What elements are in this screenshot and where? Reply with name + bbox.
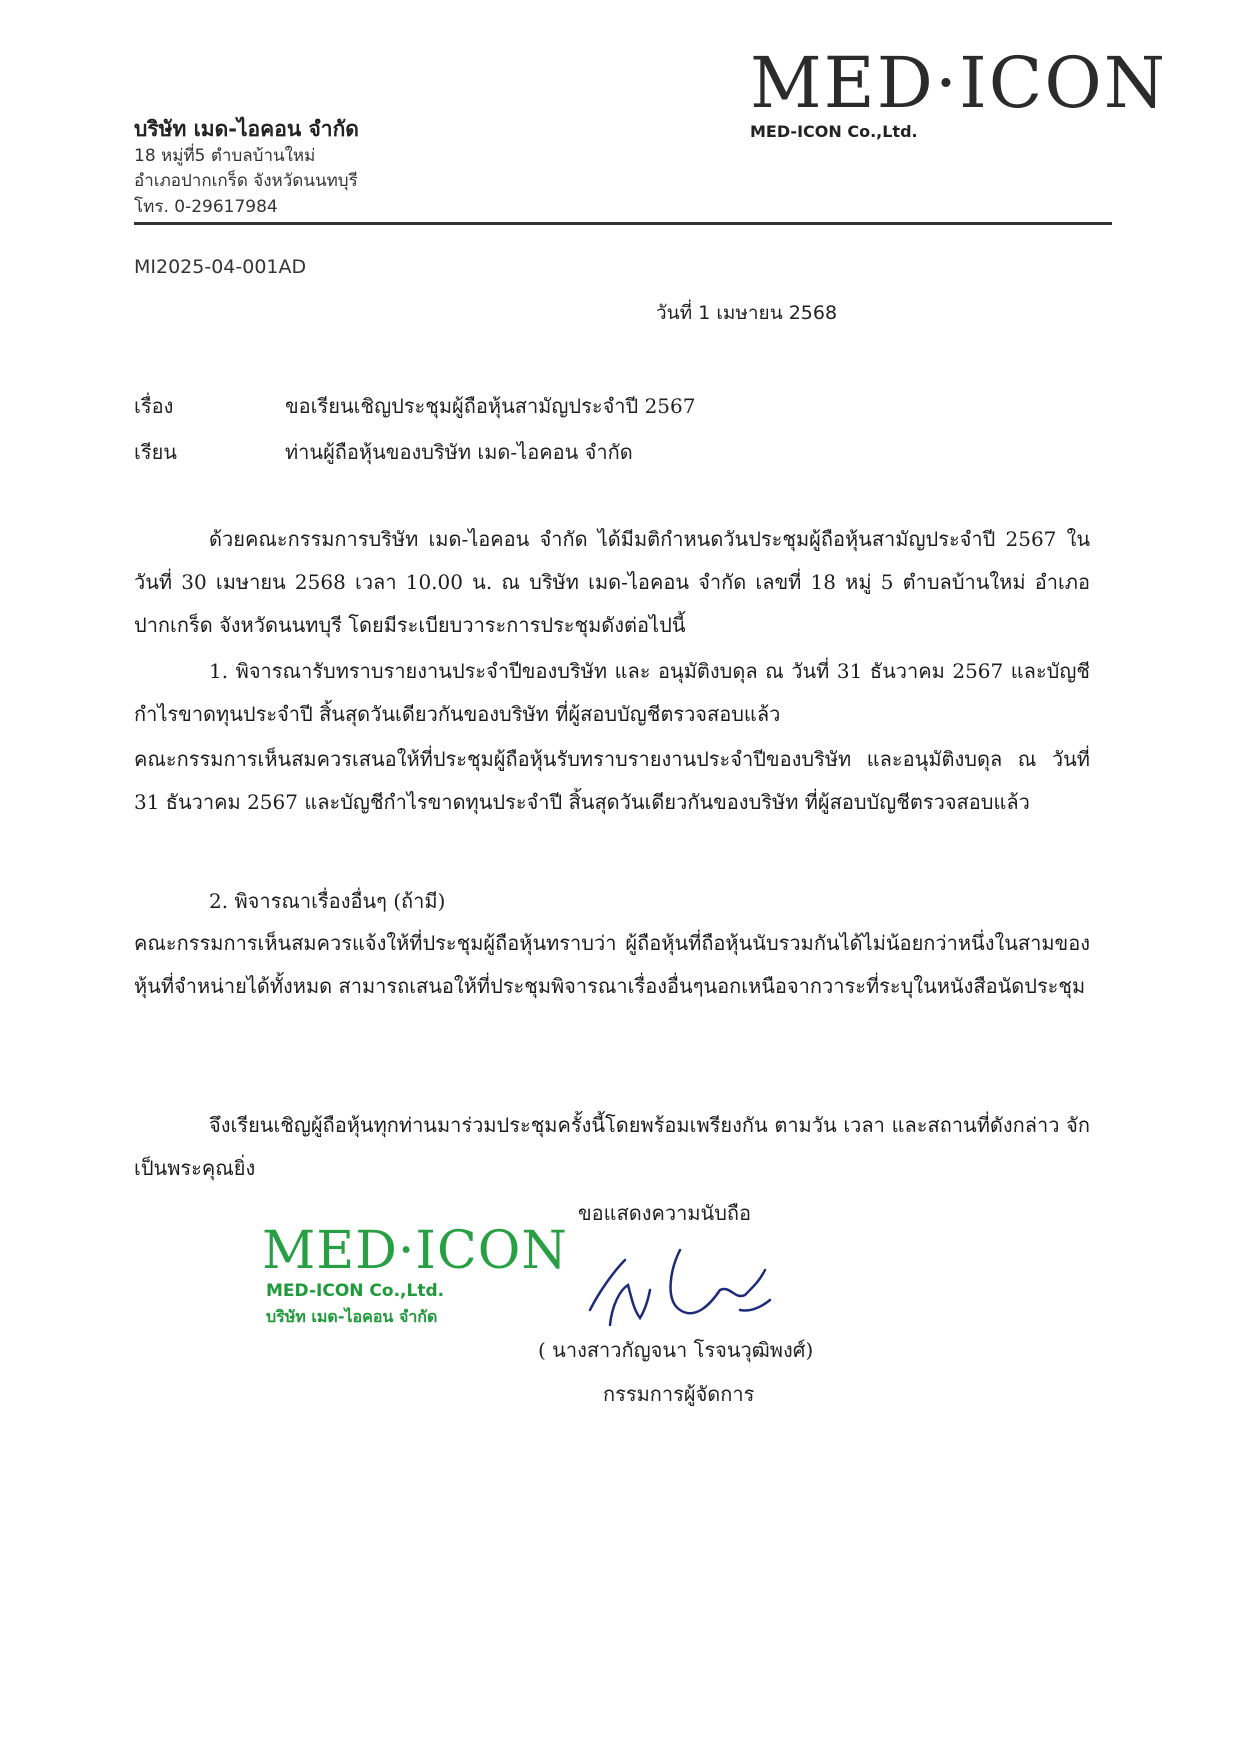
company-address-line-1: 18 หมู่ที่5 ตำบลบ้านใหม่ [134, 146, 316, 166]
agenda-item-2-detail: คณะกรรมการเห็นสมควรแจ้งให้ที่ประชุมผู้ถือหุ้นทราบว่า ผู้ถือหุ้นที่ถือหุ้นนับรวมกันได้ไม่น้อยกว่าหนึ่งในสามของหุ้นที่จำหน่ายได้ทั้งหมด สามารถเสนอให้ที่ประชุมพิจารณาเรื่องอื่นๆนอกเหนือจากวาระที่ระบุในหนังสือนัดประชุม [134, 931, 1090, 998]
subject-text: ขอเรียนเชิญประชุมผู้ถือหุ้นสามัญประจำปี 2567 [285, 394, 696, 418]
company-stamp [262, 1221, 568, 1335]
company-logo-wordmark: MED·ICON [750, 42, 1167, 124]
stamp-subtext-thai: บริษัท เมด-ไอคอน จำกัด [266, 1307, 438, 1326]
intro-paragraph: ด้วยคณะกรรมการบริษัท เมด-ไอคอน จำกัด ได้มีมติกำหนดวันประชุมผู้ถือหุ้นสามัญประจำปี 2567 ในวันที่ 30 เมษายน 2568 เวลา 10.00 น. ณ บริษัท เมด-ไอคอน จำกัด เลขที่ 18 หมู่ 5 ตำบลบ้านใหม่ อำเภอปากเกร็ด จังหวัดนนทบุรี โดยมีระเบียบวาระการประชุมดังต่อไปนี้ [134, 527, 1091, 637]
document-date: วันที่ 1 เมษายน 2568 [656, 302, 838, 324]
agenda-item-1-detail: คณะกรรมการเห็นสมควรเสนอให้ที่ประชุมผู้ถือหุ้นรับทราบรายงานประจำปีของบริษัท และอนุมัติงบดุล ณ วันที่ 31 ธันวาคม 2567 และบัญชีกำไรขาดทุนประจำปี สิ้นสุดวันเดียวกันของบริษัท ที่ผู้สอบบัญชีตรวจสอบแล้ว [134, 747, 1090, 814]
signer-title: กรรมการผู้จัดการ [603, 1382, 755, 1406]
signer-name: ( นางสาวกัญจนา โรจนวุฒิพงศ์) [538, 1338, 814, 1362]
agenda-item-2: 2. พิจารณาเรื่องอื่นๆ (ถ้ามี) [209, 889, 446, 913]
document-reference: MI2025-04-001AD [134, 256, 307, 278]
closing-paragraph: จึงเรียนเชิญผู้ถือหุ้นทุกท่านมาร่วมประชุมครั้งนี้โดยพร้อมเพรียงกัน ตามวัน เวลา และสถานที่ดังกล่าว จักเป็นพระคุณยิ่ง [134, 1113, 1090, 1180]
subject-label: เรื่อง [134, 394, 174, 418]
company-address-line-2: อำเภอปากเกร็ด จังหวัดนนทบุรี [134, 171, 358, 191]
stamp-subtext: MED-ICON Co.,Ltd. [266, 1281, 445, 1301]
handwritten-signature [570, 1230, 790, 1340]
company-logo [750, 42, 1167, 143]
company-name: บริษัท เมด-ไอคอน จำกัด [134, 117, 359, 141]
stamp-wordmark: MED·ICON [262, 1221, 568, 1281]
company-phone: โทร. 0-29617984 [134, 197, 278, 217]
recipient-text: ท่านผู้ถือหุ้นของบริษัท เมด-ไอคอน จำกัด [285, 440, 633, 464]
company-logo-subtext: MED-ICON Co.,Ltd. [750, 122, 918, 141]
recipient-label: เรียน [134, 440, 177, 464]
header-divider [134, 222, 1112, 225]
regards-text: ขอแสดงความนับถือ [578, 1201, 752, 1225]
agenda-item-1: 1. พิจารณารับทราบรายงานประจำปีของบริษัท และ อนุมัติงบดุล ณ วันที่ 31 ธันวาคม 2567 และบัญชีกำไรขาดทุนประจำปี สิ้นสุดวันเดียวกันของบริษัท ที่ผู้สอบบัญชีตรวจสอบแล้ว [134, 659, 1090, 726]
